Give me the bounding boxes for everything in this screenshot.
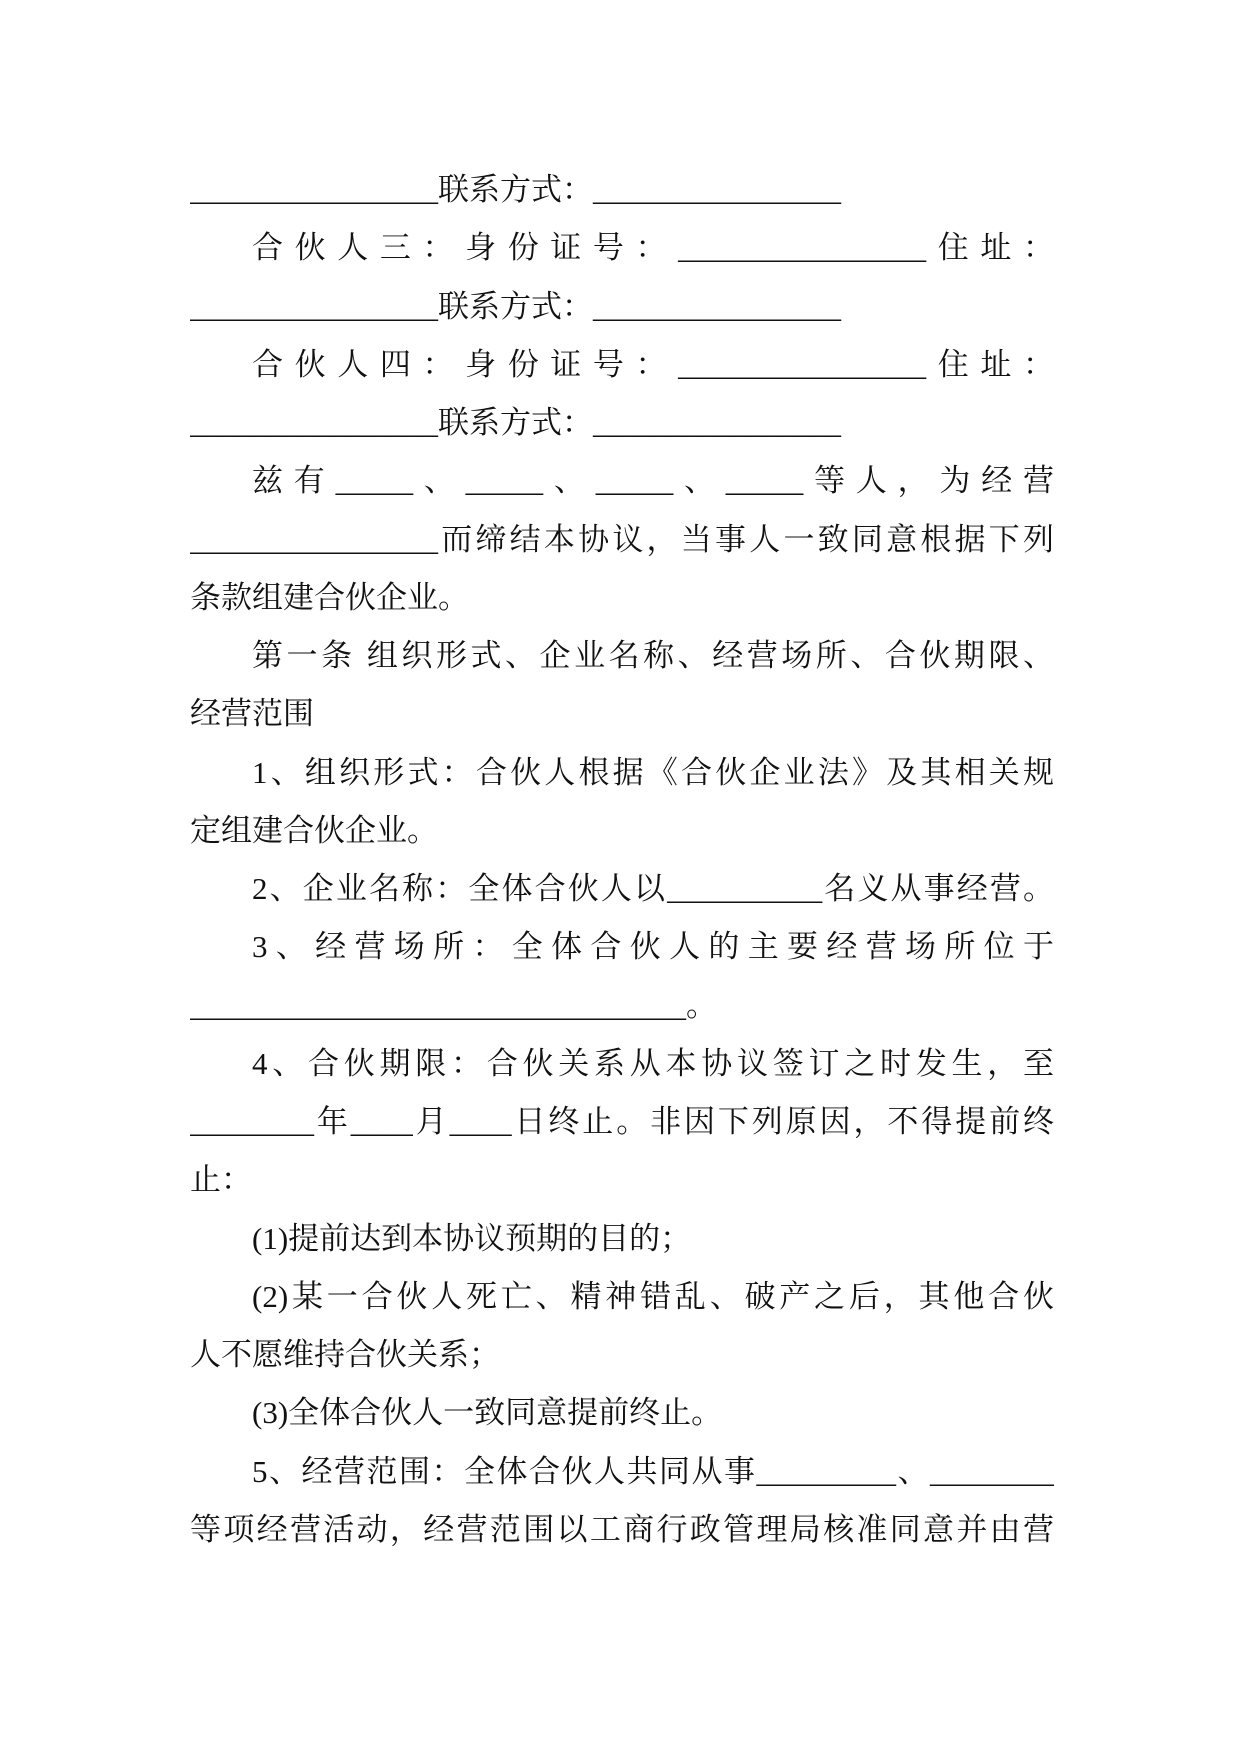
partner-four-id-address-line: 合伙人四：身份证号：________________住址： xyxy=(252,346,1054,382)
partner-three-id-address-line: 合伙人三：身份证号：________________住址： xyxy=(252,230,1054,266)
clause-business-premises xyxy=(190,918,1054,1035)
document-body xyxy=(190,161,1054,1559)
article-heading-line: 经营范围 xyxy=(190,696,314,732)
article-heading-line: 第一条 组织形式、企业名称、经营场所、合伙期限、 xyxy=(252,638,1054,673)
prev-partner-contact-line: ________________联系方式：________________ xyxy=(190,172,841,207)
clause-line: 1、组织形式：合伙人根据《合伙企业法》及其相关规 xyxy=(252,754,1054,790)
clause-partnership-term xyxy=(190,1035,1054,1210)
termination-condition-item: 人不愿维持合伙关系； xyxy=(190,1337,500,1372)
partner-three-contact-line: ________________联系方式：________________ xyxy=(190,288,841,324)
partner-four-block xyxy=(190,336,1054,453)
partner-four-contact-line: ________________联系方式：________________ xyxy=(190,405,841,440)
clause-line: 止： xyxy=(190,1162,252,1198)
clause-line: 3、经营场所：全体合伙人的主要经营场所位于 xyxy=(252,929,1054,965)
clause-organization-form xyxy=(190,744,1054,861)
termination-condition-item: (3)全体合伙人一致同意提前终止。 xyxy=(252,1395,723,1431)
termination-condition-item: (2)某一合伙人死亡、精神错乱、破产之后，其他合伙 xyxy=(252,1278,1054,1314)
clause-business-scope xyxy=(190,1443,1054,1560)
clause-line: 定组建合伙企业。 xyxy=(190,812,438,848)
clause-line: ________________________________。 xyxy=(190,987,717,1023)
preamble-line: 兹有_____、_____、_____、_____等人，为经营 xyxy=(252,463,1054,499)
termination-condition-item: (1)提前达到本协议预期的目的； xyxy=(252,1220,692,1256)
clause-line: ________年____月____日终止。非因下列原因，不得提前终 xyxy=(190,1104,1054,1139)
clause-line: 4、合伙期限：合伙关系从本协议签订之时发生，至 xyxy=(252,1045,1054,1081)
partner-three-block xyxy=(190,219,1054,336)
clause-enterprise-name xyxy=(190,860,1054,918)
clause-line: 等项经营活动，经营范围以工商行政管理局核准同意并由营 xyxy=(190,1511,1054,1547)
preamble-line: ________________而缔结本协议，当事人一致同意根据下列 xyxy=(190,521,1054,557)
termination-conditions-list xyxy=(190,1210,1054,1443)
preamble-paragraph xyxy=(190,452,1054,627)
clause-line: 2、企业名称：全体合伙人以__________名义从事经营。 xyxy=(252,871,1054,906)
article-1-heading xyxy=(190,627,1054,744)
preamble-line: 条款组建合伙企业。 xyxy=(190,579,469,615)
clause-line: 5、经营范围：全体合伙人共同从事_________、________ xyxy=(252,1453,1054,1489)
